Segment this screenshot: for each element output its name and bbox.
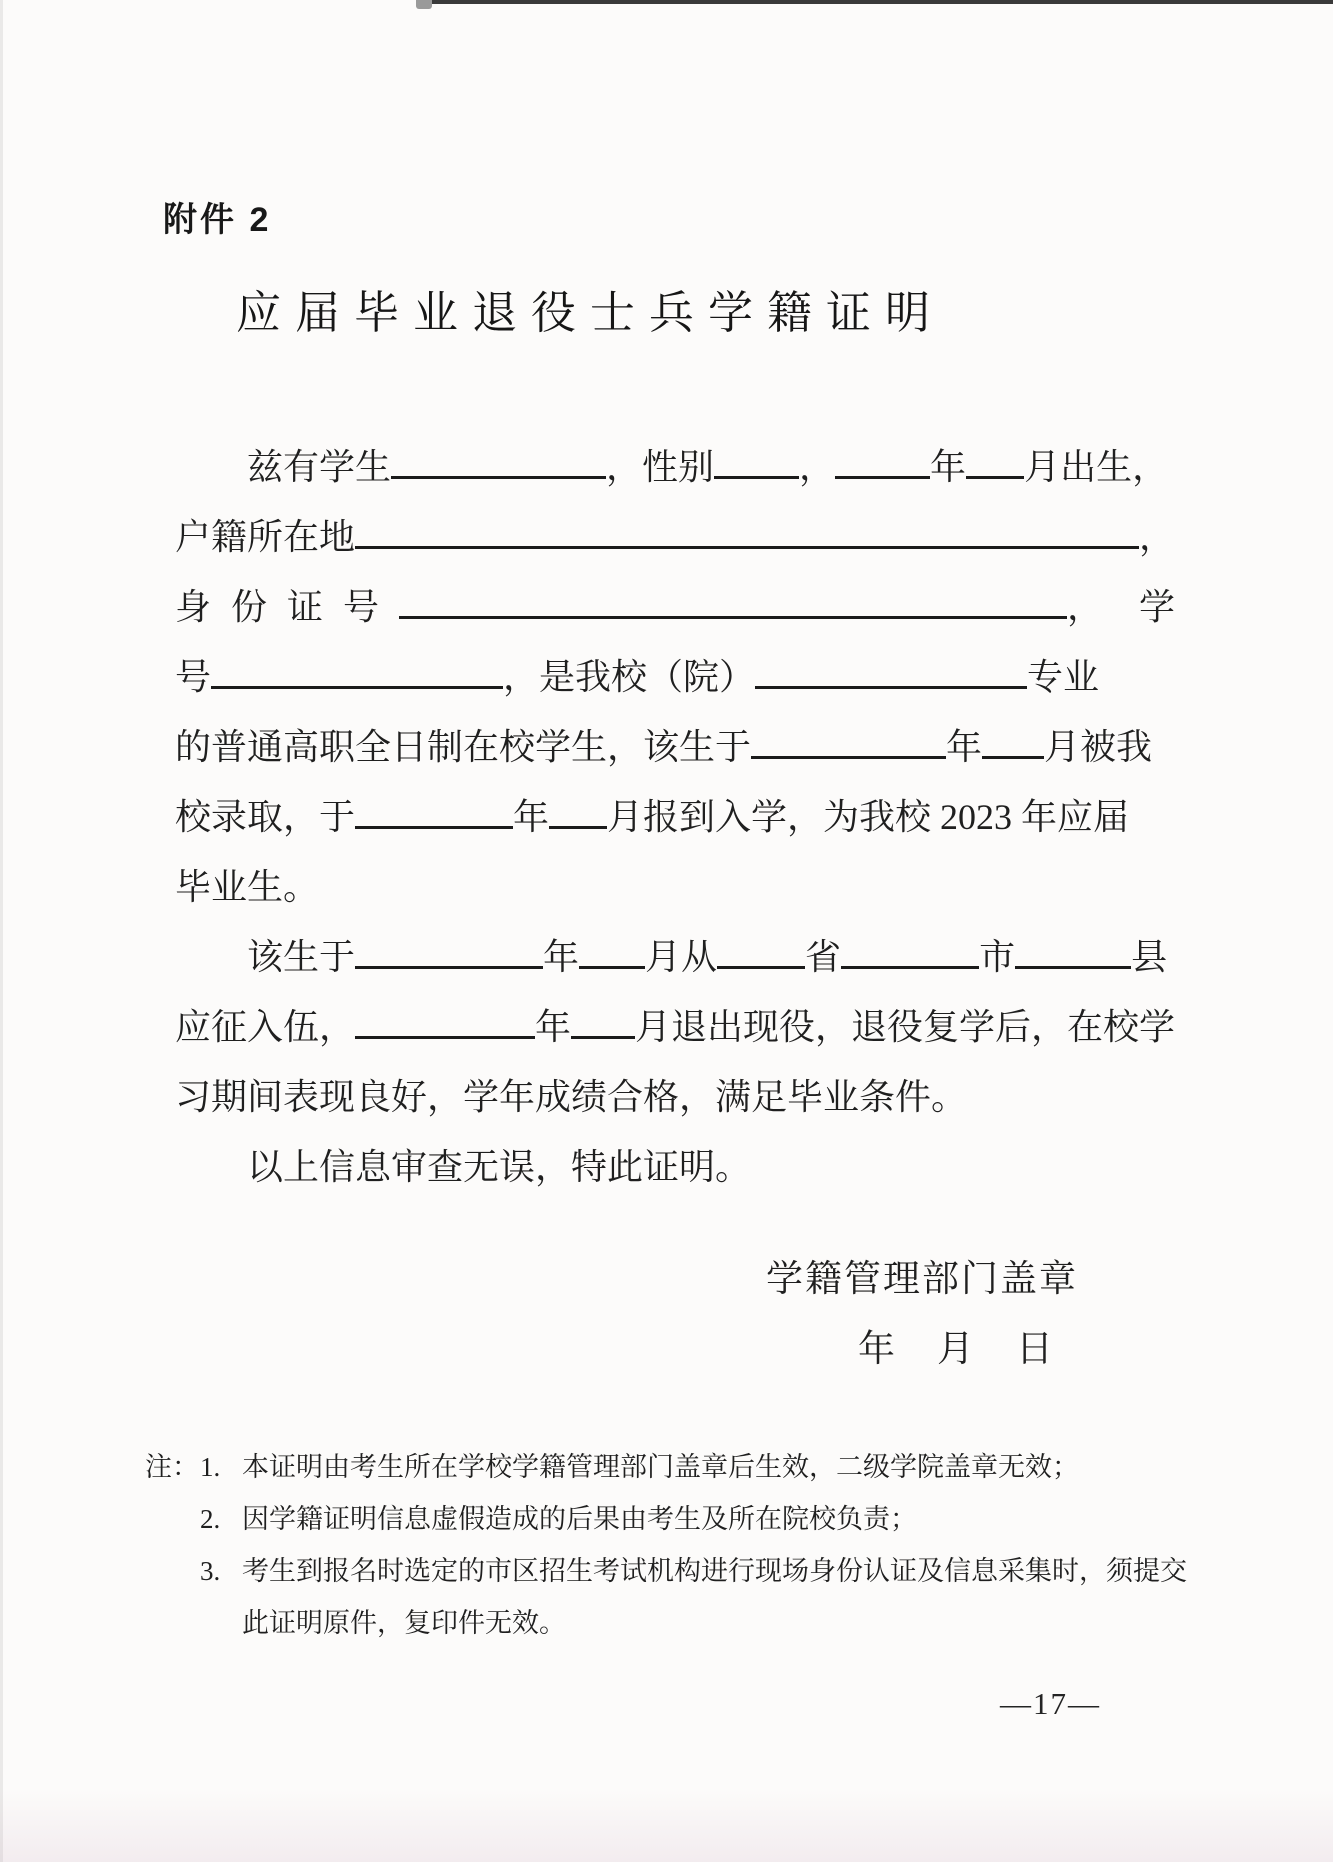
form-text: 市 [979, 937, 1016, 977]
form-text: 身份证号 [175, 587, 400, 627]
form-text: 年 [543, 937, 580, 977]
blank-field [355, 821, 513, 829]
attachment-label: 附件 2 [163, 201, 272, 239]
form-text: 号 [175, 657, 212, 697]
note-text: 本证明由考生所在学校学籍管理部门盖章后生效，二级学院盖章无效； [242, 1452, 1079, 1482]
blank-field [751, 751, 946, 759]
blank-field [355, 961, 543, 969]
blank-field [549, 821, 607, 829]
note-text: 因学籍证明信息虚假造成的后果由考生及所在院校负责； [242, 1504, 917, 1534]
form-line [175, 502, 1185, 572]
form-text: ， [1139, 517, 1176, 557]
form-line [175, 922, 1185, 992]
form-text: ，是我校（院） [503, 657, 756, 697]
date-char: 日 [1016, 1329, 1053, 1370]
blank-field [717, 961, 805, 969]
blank-field [391, 471, 606, 479]
note-item [145, 1441, 1197, 1493]
form-line [175, 1062, 1185, 1132]
form-text: 以上信息审查无误，特此证明。 [247, 1147, 752, 1187]
form-text: 年 [930, 447, 967, 487]
form-text: 专业 [1027, 657, 1100, 697]
blank-field [571, 1031, 635, 1039]
blank-field [355, 1031, 535, 1039]
note-number: 3. [200, 1556, 221, 1586]
note-number: 1. [200, 1452, 221, 1482]
form-text: 月退出现役，退役复学后，在校学 [635, 1007, 1176, 1047]
form-line [175, 852, 1185, 922]
blank-field [841, 961, 979, 969]
scan-artifact-notch [416, 0, 432, 9]
form-text: 年 [535, 1007, 572, 1047]
note-text: 考生到报名时选定的市区招生考试机构进行现场身份认证及信息采集时，须提交此证明原件，复印件无效。 [242, 1556, 1187, 1638]
form-text: 省 [805, 937, 842, 977]
blank-field [355, 541, 1139, 549]
form-text: 兹有学生 [247, 447, 392, 487]
form-text: 学 [1103, 587, 1176, 627]
date-char: 月 [937, 1329, 974, 1370]
document-title: 应届毕业退役士兵学籍证明 [235, 288, 944, 338]
form-text: 月被我 [1044, 727, 1153, 767]
form-line [175, 992, 1185, 1062]
form-text: 习期间表现良好，学年成绩合格，满足毕业条件。 [175, 1077, 968, 1117]
form-text: 月报到入学，为我校 2023 年应届 [607, 797, 1130, 837]
notes-label: 注： [145, 1452, 199, 1482]
note-item [145, 1545, 1197, 1649]
form-text: ， [799, 447, 836, 487]
blank-field [714, 471, 799, 479]
form-text: 月出生， [1024, 447, 1169, 487]
signature-stamp-line: 学籍管理部门盖章 [766, 1259, 1078, 1300]
scan-artifact-bottom-noise [0, 1790, 1333, 1862]
blank-field [755, 681, 1027, 689]
form-text: 该生于 [247, 937, 356, 977]
form-text: 户籍所在地 [175, 517, 356, 557]
blank-field [966, 471, 1024, 479]
form-text: 的普通高职全日制在校学生，该生于 [175, 727, 752, 767]
form-line [175, 712, 1185, 782]
form-text: 县 [1131, 937, 1168, 977]
form-line [175, 572, 1185, 642]
form-text: ，性别 [606, 447, 715, 487]
form-line [175, 432, 1185, 502]
note-item [145, 1493, 1197, 1545]
signature-date-line [858, 1318, 1053, 1372]
form-text: 年 [513, 797, 550, 837]
page-number: —17— [1000, 1686, 1101, 1721]
form-text: 应征入伍， [175, 1007, 356, 1047]
form-line [175, 782, 1185, 852]
form-text: 月从 [645, 937, 718, 977]
blank-field [399, 611, 1067, 619]
blank-field [211, 681, 503, 689]
form-text: 年 [946, 727, 983, 767]
blank-field [579, 961, 645, 969]
note-number: 2. [200, 1504, 221, 1534]
notes-section [145, 1441, 1197, 1649]
scan-artifact-top-line [430, 0, 1333, 4]
body-lines [175, 432, 1185, 1202]
form-line [175, 642, 1185, 712]
form-text: 毕业生。 [175, 867, 320, 907]
form-text: ， [1067, 587, 1104, 627]
blank-field [982, 751, 1044, 759]
form-line [175, 1132, 1185, 1202]
date-char: 年 [858, 1329, 895, 1370]
blank-field [1015, 961, 1131, 969]
form-text: 校录取，于 [175, 797, 356, 837]
blank-field [835, 471, 930, 479]
